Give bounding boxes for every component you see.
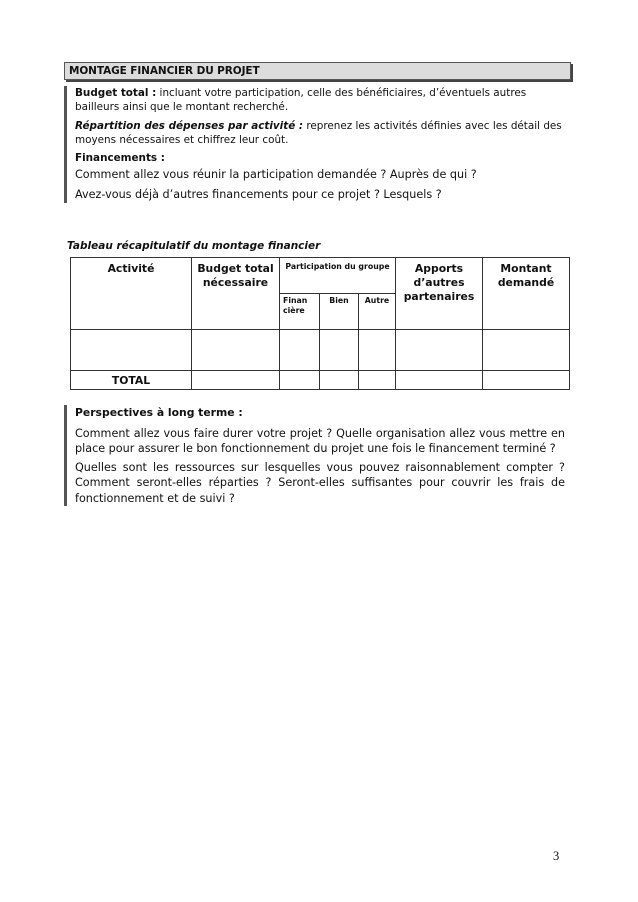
total-budget [192, 371, 280, 390]
total-apports [396, 371, 483, 390]
table-header-row [71, 258, 570, 294]
repartition-paragraph [75, 119, 565, 147]
cell-autre [359, 330, 396, 371]
cell-bien [320, 330, 359, 371]
perspectives-paragraph-2: Quelles sont les ressources sur lesquelles vous pouvez raisonnablement compter ? Comment seront-elles réparties ? Seront-elles suffisantes pour couvrir les frais de fonctionnement et de suivi ? [75, 460, 565, 505]
perspectives-block [64, 405, 565, 506]
total-autre [359, 371, 396, 390]
header-participation: Participation du groupe [280, 258, 396, 294]
financial-summary-table [70, 257, 570, 390]
budget-text: incluant votre participation, celle des bénéficiaires, d’éventuels autres bailleurs ainsi que le montant recherché. [75, 87, 527, 113]
total-montant [483, 371, 570, 390]
page-number: 3 [553, 849, 560, 863]
section-title: MONTAGE FINANCIER DU PROJET [69, 65, 260, 77]
header-budget-total: Budget total nécessaire [192, 258, 280, 330]
financements-question-1: Comment allez vous réunir la participation demandée ? Auprès de qui ? [75, 168, 477, 181]
cell-financiere [280, 330, 320, 371]
cell-apports [396, 330, 483, 371]
header-activite: Activité [71, 258, 192, 330]
perspectives-paragraph-1: Comment allez vous faire durer votre projet ? Quelle organisation allez vous mettre en place pour assurer le bon fonctionnement du projet une fois le financement terminé ? [75, 427, 565, 456]
repartition-text: reprenez les activités définies avec les détail des moyens nécessaires et chiffrez leur coût. [75, 120, 562, 146]
repartition-label: Répartition des dépenses par activité : [75, 120, 304, 132]
section-header [64, 62, 571, 80]
header-montant: Montant demandé [483, 258, 570, 330]
header-bien: Bien [320, 294, 359, 330]
total-financiere [280, 371, 320, 390]
cell-activite [71, 330, 192, 371]
total-bien [320, 371, 359, 390]
table-total-row [71, 371, 570, 390]
budget-label: Budget total : [75, 87, 157, 99]
cell-montant [483, 330, 570, 371]
table-title: Tableau récapitulatif du montage financier [67, 240, 321, 252]
total-label: TOTAL [71, 371, 192, 390]
cell-budget [192, 330, 280, 371]
financements-label: Financements : [75, 152, 165, 164]
budget-paragraph [75, 86, 565, 114]
header-apports: Apports d’autres partenaires [396, 258, 483, 330]
header-autre: Autre [359, 294, 396, 330]
financements-question-2: Avez-vous déjà d’autres financements pour ce projet ? Lesquels ? [75, 188, 442, 202]
table-row [71, 330, 570, 371]
intro-block [64, 86, 565, 203]
header-financiere: Finan cière [280, 294, 320, 330]
perspectives-label: Perspectives à long terme : [75, 406, 243, 419]
